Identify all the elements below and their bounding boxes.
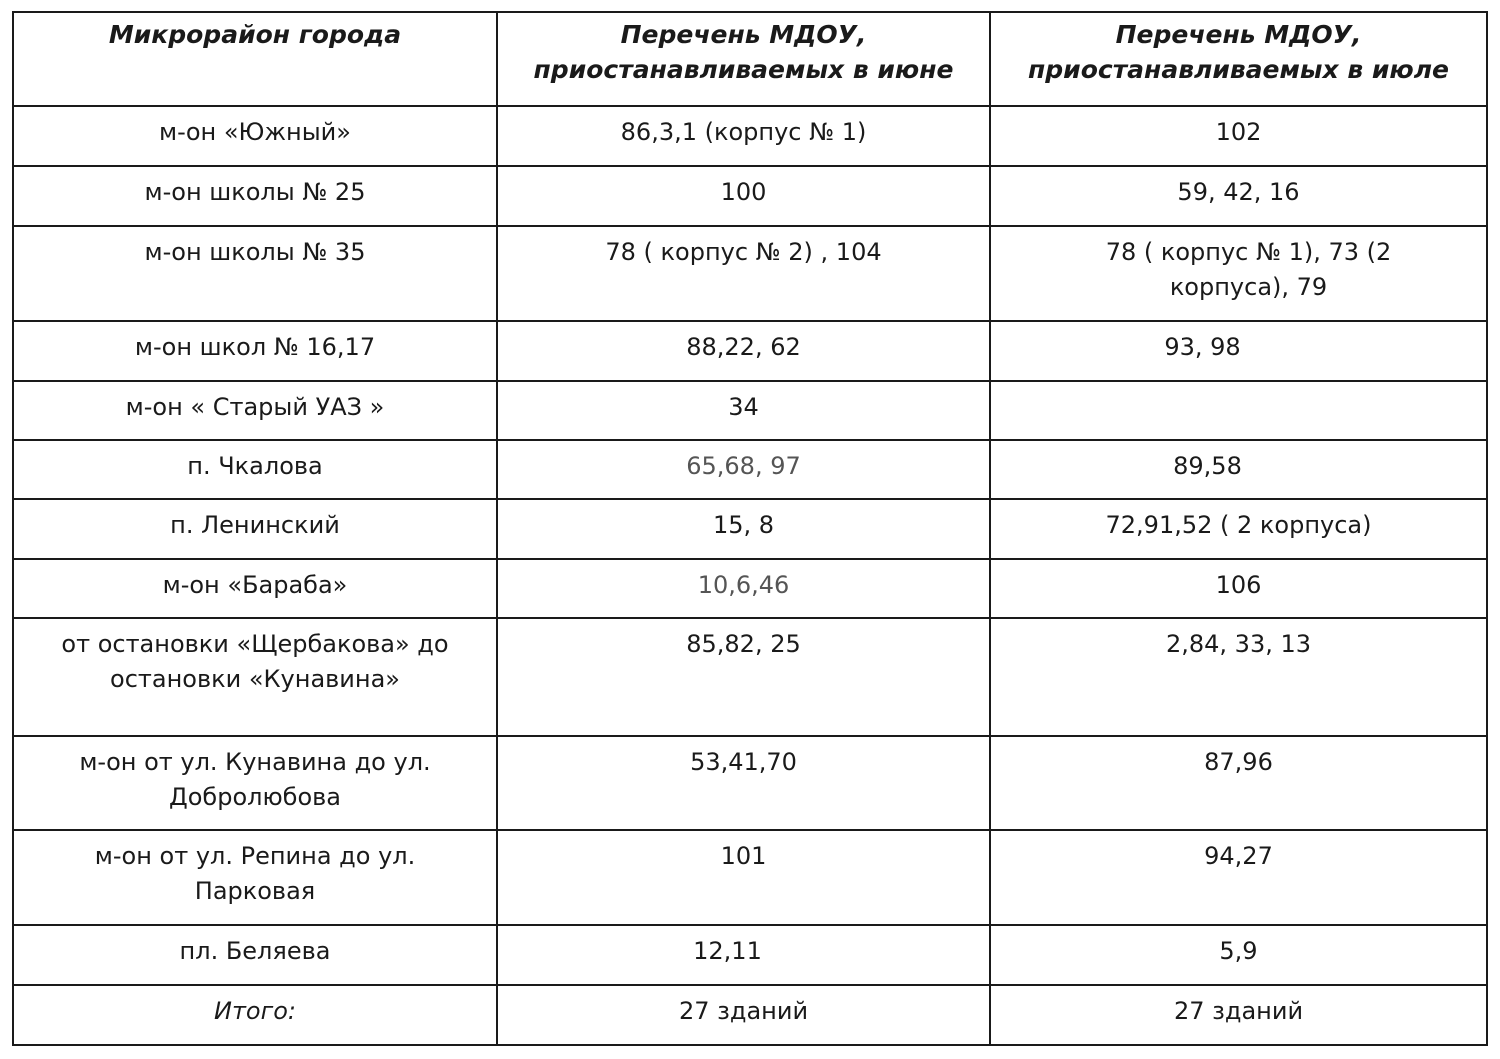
june-cell: 34 — [497, 381, 990, 440]
july-cell — [990, 381, 1487, 440]
table-row — [13, 440, 1487, 499]
june-cell: 65,68, 97 — [497, 440, 990, 499]
june-cell: 78 ( корпус № 2) , 104 — [497, 226, 990, 321]
district-cell: м-он школ № 16,17 — [13, 321, 497, 381]
table-row — [13, 321, 1487, 381]
table-row — [13, 618, 1487, 736]
district-cell: м-он «Южный» — [13, 106, 497, 166]
june-cell: 15, 8 — [497, 499, 990, 559]
july-cell: 5,9 — [990, 925, 1487, 985]
total-june: 27 зданий — [497, 985, 990, 1045]
june-cell: 12,11 — [497, 925, 990, 985]
july-cell: 94,27 — [990, 830, 1487, 925]
district-cell: м-он «Бараба» — [13, 559, 497, 618]
july-cell: 102 — [990, 106, 1487, 166]
june-cell: 86,3,1 (корпус № 1) — [497, 106, 990, 166]
total-row — [13, 985, 1487, 1045]
table-row — [13, 381, 1487, 440]
district-cell: пл. Беляева — [13, 925, 497, 985]
june-cell: 100 — [497, 166, 990, 226]
district-cell: м-он от ул. Кунавина до ул. Добролюбова — [13, 736, 497, 830]
june-cell: 10,6,46 — [497, 559, 990, 618]
header-district: Микрорайон города — [13, 12, 497, 106]
table-row — [13, 925, 1487, 985]
table-row — [13, 106, 1487, 166]
header-row — [13, 12, 1487, 106]
july-cell: 2,84, 33, 13 — [990, 618, 1487, 736]
july-cell: 106 — [990, 559, 1487, 618]
table-row — [13, 736, 1487, 830]
table-row — [13, 499, 1487, 559]
june-cell: 53,41,70 — [497, 736, 990, 830]
header-july: Перечень МДОУ, приостанавливаемых в июле — [990, 12, 1487, 106]
total-july: 27 зданий — [990, 985, 1487, 1045]
july-cell: 87,96 — [990, 736, 1487, 830]
july-cell: 59, 42, 16 — [990, 166, 1487, 226]
header-june: Перечень МДОУ, приостанавливаемых в июне — [497, 12, 990, 106]
district-cell: м-он школы № 35 — [13, 226, 497, 321]
table-row — [13, 166, 1487, 226]
district-cell: м-он « Старый УАЗ » — [13, 381, 497, 440]
total-label: Итого: — [13, 985, 497, 1045]
table-row — [13, 226, 1487, 321]
july-cell: 78 ( корпус № 1), 73 (2 корпуса), 79 — [990, 226, 1487, 321]
table-row — [13, 559, 1487, 618]
july-cell: 93, 98 — [990, 321, 1487, 381]
district-cell: м-он от ул. Репина до ул. Парковая — [13, 830, 497, 925]
july-cell: 72,91,52 ( 2 корпуса) — [990, 499, 1487, 559]
mdou-suspension-table — [12, 11, 1488, 1046]
district-cell: м-он школы № 25 — [13, 166, 497, 226]
june-cell: 85,82, 25 — [497, 618, 990, 736]
district-cell: п. Ленинский — [13, 499, 497, 559]
june-cell: 88,22, 62 — [497, 321, 990, 381]
table-row — [13, 830, 1487, 925]
july-cell: 89,58 — [990, 440, 1487, 499]
district-cell: п. Чкалова — [13, 440, 497, 499]
district-cell: от остановки «Щербакова» до остановки «Кунавина» — [13, 618, 497, 736]
june-cell: 101 — [497, 830, 990, 925]
